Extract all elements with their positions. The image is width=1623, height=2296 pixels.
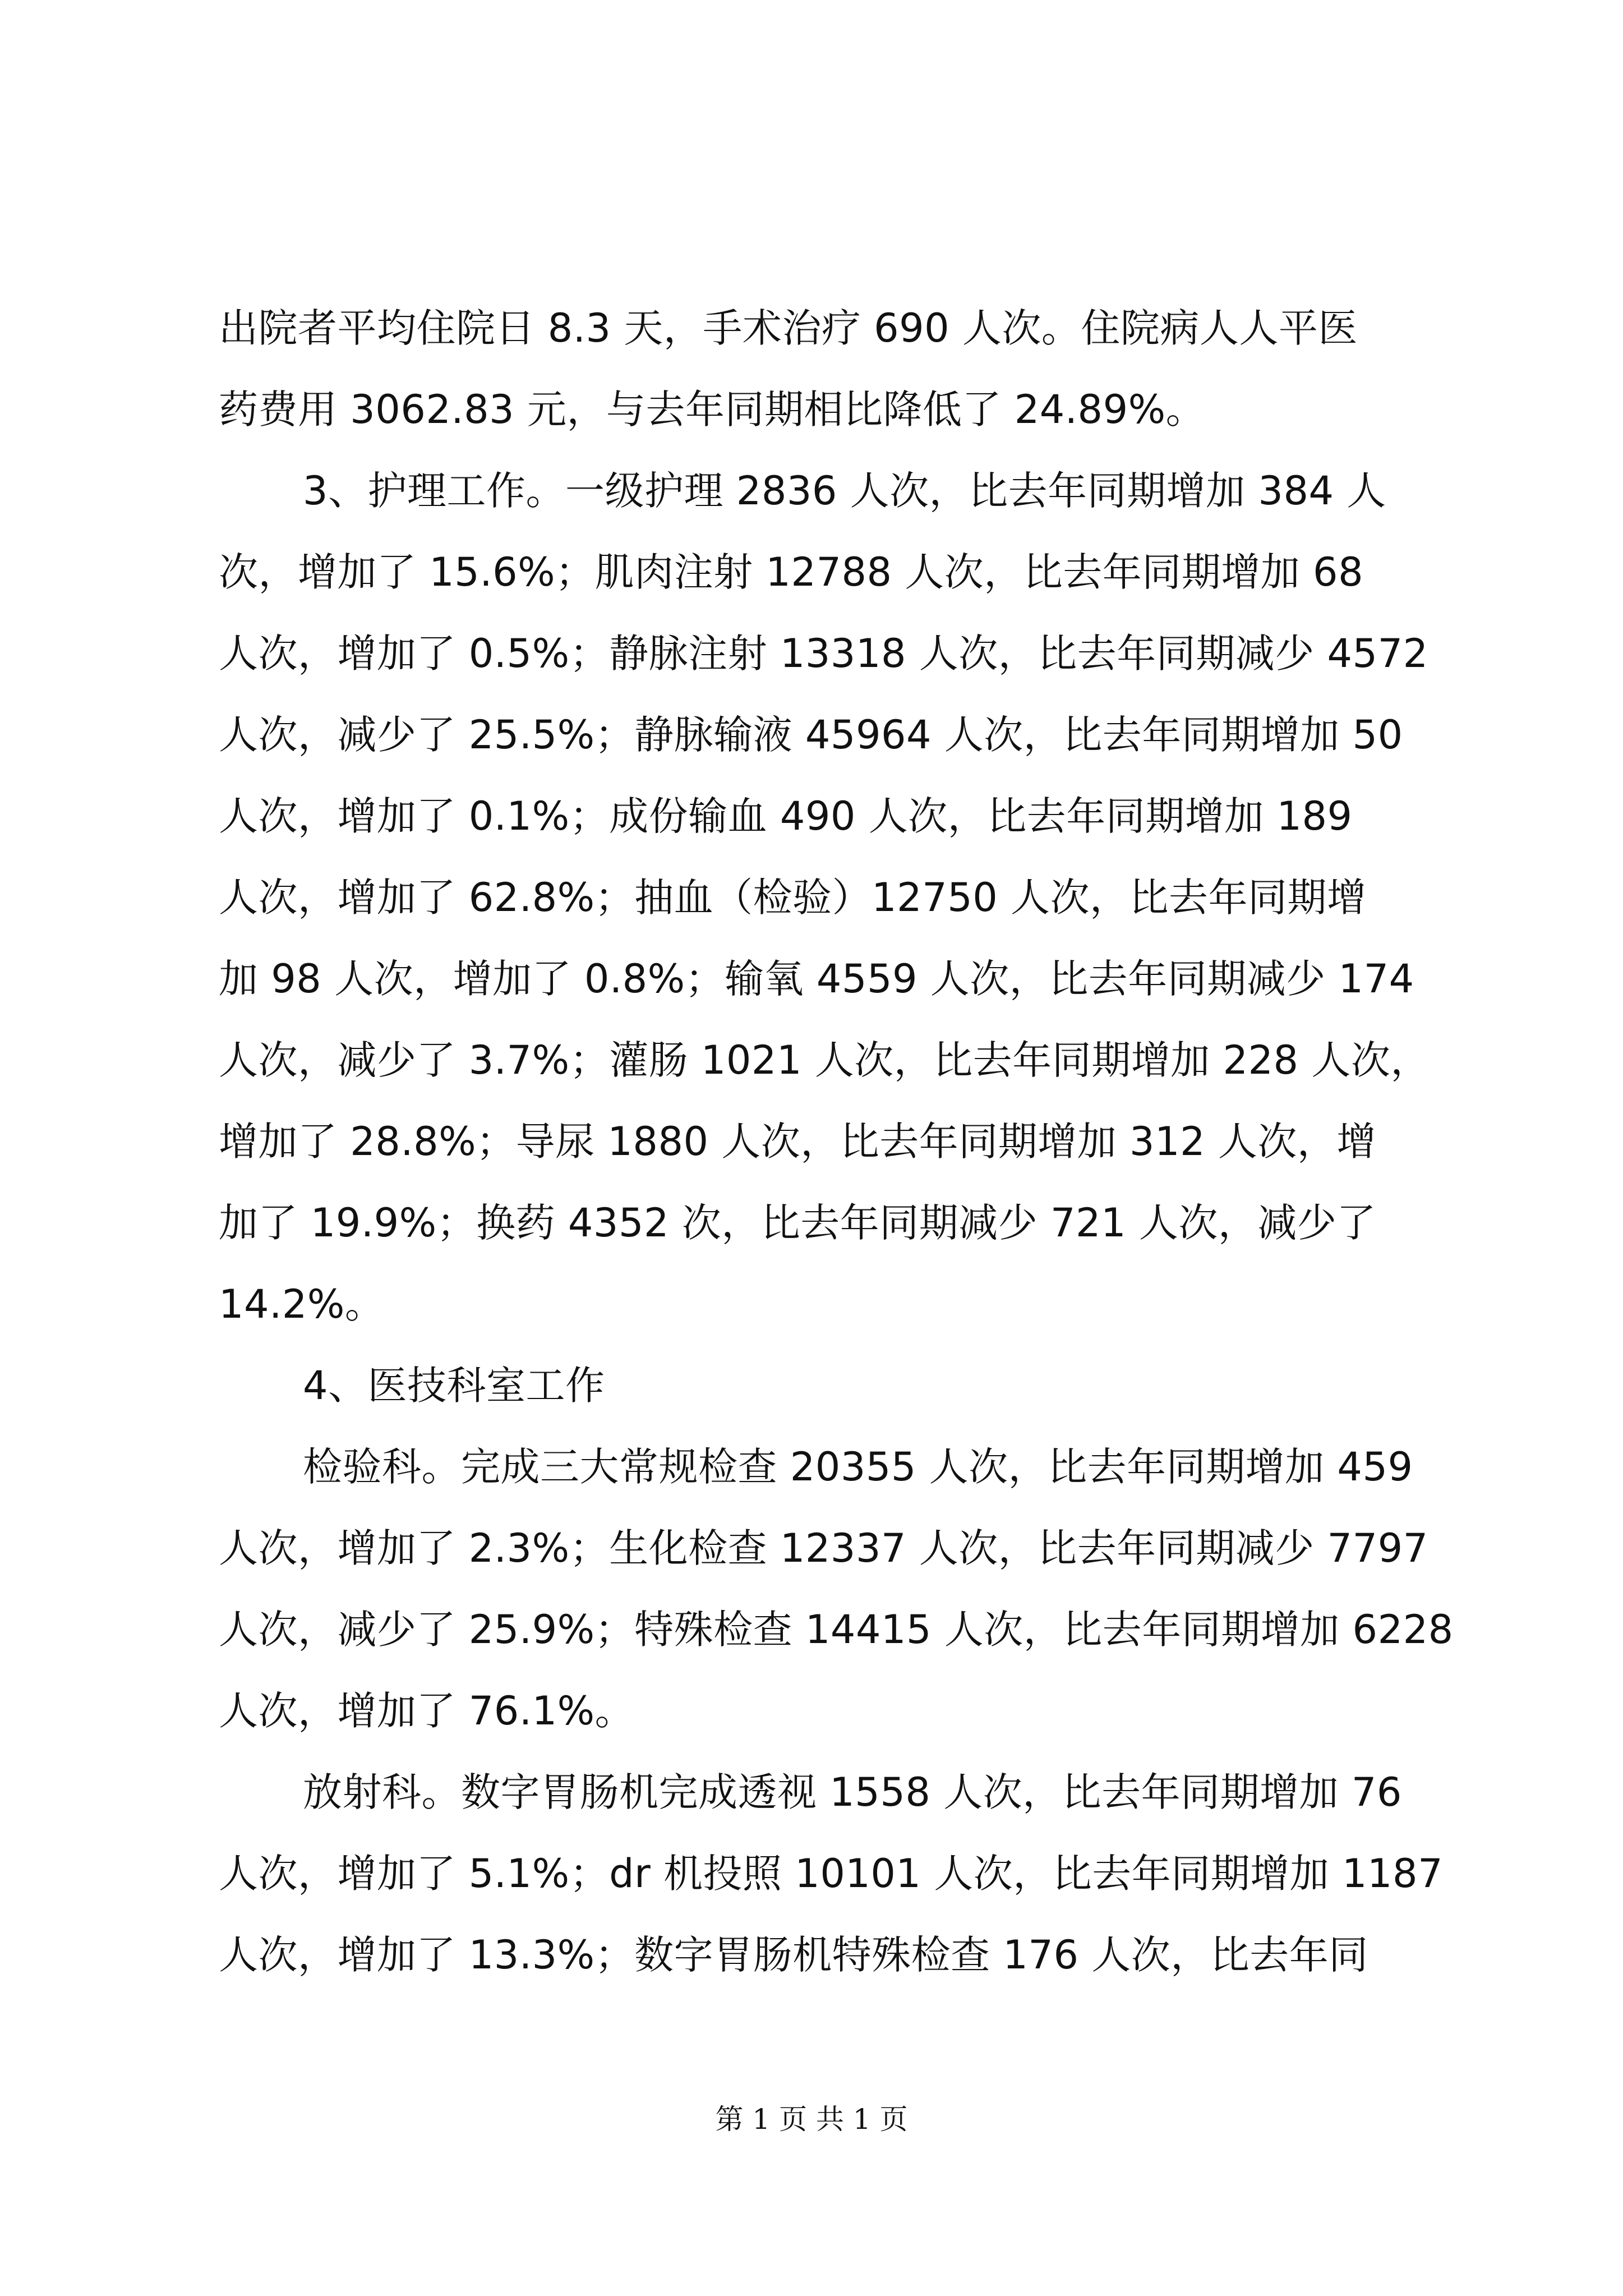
text-line: 人次，减少了 25.5%；静脉输液 45964 人次，比去年同期增加 50 — [219, 712, 1403, 758]
text-line: 人次，增加了 0.1%；成份输血 490 人次，比去年同期增加 189 — [219, 793, 1353, 839]
text-line: 增加了 28.8%；导尿 1880 人次，比去年同期增加 312 人次，增 — [219, 1119, 1376, 1165]
text-line: 人次，减少了 3.7%；灌肠 1021 人次，比去年同期增加 228 人次， — [219, 1037, 1430, 1083]
paragraph-start-line: 放射科。数字胃肠机完成透视 1558 人次，比去年同期增加 76 — [303, 1769, 1402, 1815]
text-line: 人次，增加了 13.3%；数字胃肠机特殊检查 176 人次，比去年同 — [219, 1932, 1368, 1978]
text-line: 人次，增加了 0.5%；静脉注射 13318 人次，比去年同期减少 4572 — [219, 631, 1428, 677]
text-line: 药费用 3062.83 元，与去年同期相比降低了 24.89%。 — [219, 386, 1206, 432]
section-heading: 4、医技科室工作 — [303, 1363, 605, 1409]
text-line: 人次，增加了 5.1%；dr 机投照 10101 人次，比去年同期增加 1187 — [219, 1851, 1444, 1897]
text-line: 人次，增加了 2.3%；生化检查 12337 人次，比去年同期减少 7797 — [219, 1525, 1428, 1571]
paragraph-start-line: 3、护理工作。一级护理 2836 人次，比去年同期增加 384 人 — [303, 468, 1386, 514]
text-line: 人次，减少了 25.9%；特殊检查 14415 人次，比去年同期增加 6228 — [219, 1607, 1454, 1653]
text-line: 次，增加了 15.6%；肌肉注射 12788 人次，比去年同期增加 68 — [219, 549, 1364, 595]
text-line: 出院者平均住院日 8.3 天，手术治疗 690 人次。住院病人人平医 — [219, 305, 1358, 351]
text-line: 加了 19.9%；换药 4352 次，比去年同期减少 721 人次，减少了 — [219, 1200, 1376, 1246]
page-footer: 第 1 页 共 1 页 — [715, 2103, 908, 2136]
text-line: 人次，增加了 76.1%。 — [219, 1688, 635, 1734]
text-line: 14.2%。 — [219, 1281, 385, 1327]
paragraph-start-line: 检验科。完成三大常规检查 20355 人次，比去年同期增加 459 — [303, 1444, 1413, 1490]
text-line: 加 98 人次，增加了 0.8%；输氧 4559 人次，比去年同期减少 174 — [219, 956, 1414, 1002]
text-line: 人次，增加了 62.8%；抽血（检验）12750 人次，比去年同期增 — [219, 875, 1367, 921]
